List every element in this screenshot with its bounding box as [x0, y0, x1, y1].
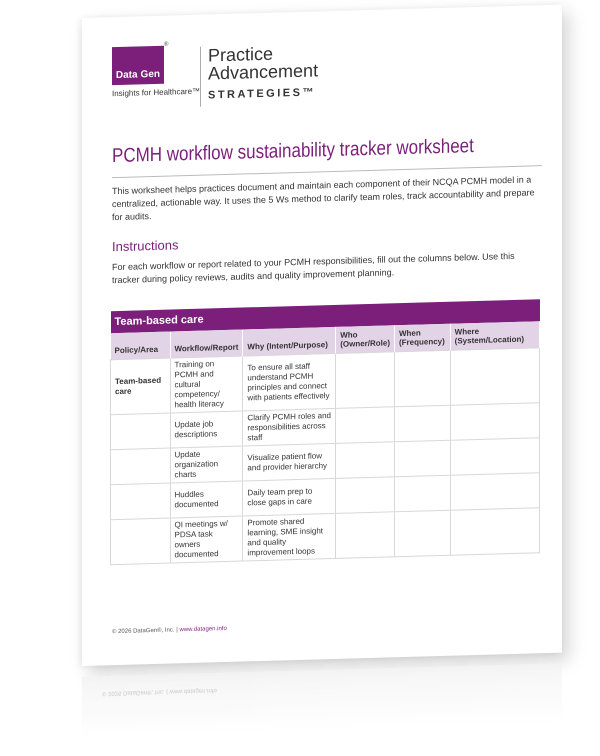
table-cell	[111, 448, 171, 485]
editable-cell[interactable]	[450, 438, 539, 475]
instructions-paragraph: For each workflow or report related to your PCMH responsibilities, fill out the columns below. Use this tracker during policy reviews, audits and quality improvement planning.	[112, 250, 515, 286]
worksheet-page	[82, 5, 562, 666]
logo-text-gen: Gen	[140, 68, 160, 81]
editable-cell[interactable]	[394, 440, 450, 477]
column-header: When (Frequency)	[394, 324, 450, 352]
table-title: Team-based care	[111, 299, 540, 333]
editable-cell[interactable]	[336, 352, 395, 409]
table-cell: Promote shared learning, SME insight and quality improvement loops	[243, 513, 336, 561]
website-link[interactable]: www.datagen.info	[179, 625, 227, 634]
table-cell	[111, 518, 171, 565]
editable-cell[interactable]	[450, 348, 539, 405]
table-cell: Update job descriptions	[170, 411, 243, 448]
page-title: PCMH workflow sustainability tracker worksheet	[112, 135, 474, 168]
table-cell: QI meetings w/ PDSA task owners documented	[170, 516, 243, 563]
column-header: Where (System/Location)	[450, 321, 539, 350]
editable-cell[interactable]	[336, 477, 395, 514]
column-header: Policy/Area	[111, 332, 171, 360]
table-cell: Huddles documented	[170, 481, 243, 518]
editable-cell[interactable]	[336, 407, 395, 444]
page-reflection	[82, 663, 562, 736]
editable-cell[interactable]	[394, 350, 450, 407]
editable-cell[interactable]	[450, 473, 539, 510]
intro-paragraph: This worksheet helps practices document and maintain each component of their NCQA PCMH model in a centralized, actionable way. It uses the 5 Ws method to clarify team roles, track accountability and prepare for audits.	[112, 174, 535, 223]
editable-cell[interactable]	[450, 508, 539, 555]
table-cell: Daily team prep to close gaps in care	[243, 478, 336, 516]
table-cell: Visualize patient flow and provider hierarchy	[243, 443, 336, 481]
logo-divider	[200, 47, 201, 107]
logo-text-data: Data	[115, 69, 138, 82]
editable-cell[interactable]	[394, 405, 450, 442]
instructions-heading: Instructions	[112, 237, 179, 255]
editable-cell[interactable]	[394, 475, 450, 512]
table-cell: To ensure all staff understand PCMH principles and connect with patients effectively	[243, 353, 336, 411]
table-cell: Training on PCMH and cultural competency/ health literacy	[170, 356, 243, 413]
series-line-1: Practice	[208, 43, 274, 66]
editable-cell[interactable]	[394, 510, 450, 557]
series-line-3: STRATEGIES™	[208, 86, 316, 102]
table-cell: Clarify PCMH roles and responsibilities across staff	[243, 408, 336, 446]
table-cell: Update organization charts	[170, 446, 243, 483]
column-header: Who (Owner/Role)	[336, 325, 395, 353]
editable-cell[interactable]	[336, 512, 395, 559]
editable-cell[interactable]	[336, 442, 395, 479]
tracker-table	[110, 299, 540, 565]
table-cell	[111, 413, 171, 450]
column-header: Workflow/Report	[170, 330, 243, 359]
copyright: © 2026 DataGen®, Inc. |	[112, 627, 180, 636]
logo-tagline: Insights for Healthcare™	[112, 86, 201, 99]
series-line-2: Advancement	[208, 60, 319, 84]
editable-cell[interactable]	[450, 403, 539, 440]
column-header: Why (Intent/Purpose)	[243, 327, 336, 356]
series-title	[208, 43, 318, 104]
table-cell: Team-based care	[111, 358, 171, 415]
footer	[112, 626, 227, 635]
registered-mark: ®	[164, 41, 169, 48]
datagen-logo	[112, 41, 201, 99]
footer-reflection: © 2026 DataGen®, Inc. | www.datagen.info	[102, 686, 217, 697]
table-cell	[111, 483, 171, 520]
